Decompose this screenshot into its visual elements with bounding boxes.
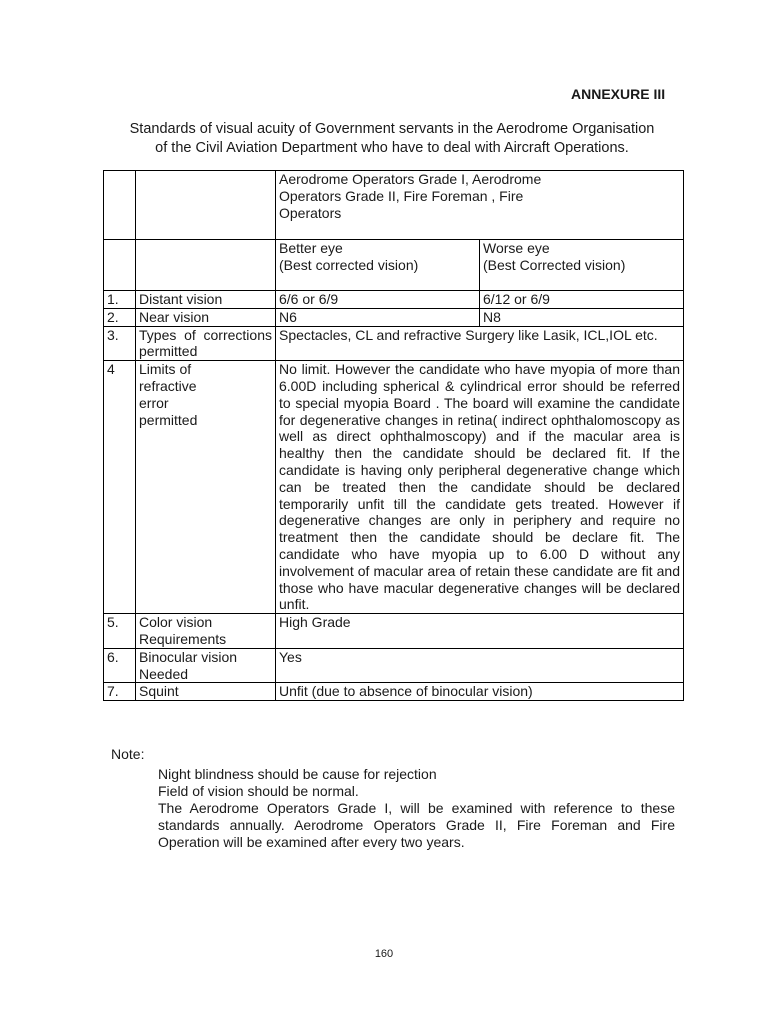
table-row — [104, 648, 684, 683]
row-item-text-2: permitted — [139, 411, 198, 428]
table-row — [104, 683, 684, 701]
row-number: 3. — [104, 326, 136, 361]
note-line: Night blindness should be cause for rejection — [158, 766, 437, 782]
note-line: The Aerodrome Operators Grade I, will be examined with reference to these standards annually. Aerodrome Operators Grade II, Fire Foreman and Fire Operation will be examined after every two years. — [158, 800, 675, 850]
row-worse: N8 — [480, 308, 684, 326]
row-item: Binocular vision Needed — [136, 648, 276, 683]
row-value: Unfit (due to absence of binocular vision) — [276, 683, 684, 701]
note-line: Field of vision should be normal. — [158, 783, 359, 799]
better-eye-sub: (Best corrected vision) — [279, 256, 419, 273]
worse-eye-sub: (Best Corrected vision) — [483, 256, 626, 273]
row-better: 6/6 or 6/9 — [276, 291, 480, 309]
row-item: Near vision — [136, 308, 276, 326]
row-value: Spectacles, CL and refractive Surgery like Lasik, ICL,IOL etc. — [276, 326, 684, 361]
row-value: Yes — [276, 648, 684, 683]
row-value: High Grade — [276, 614, 684, 649]
title-line-2: of the Civil Aviation Department who have to deal with Aircraft Operations. — [155, 140, 629, 156]
table-header-row — [104, 171, 684, 240]
table-row — [104, 614, 684, 649]
row-item: Color vision Requirements — [136, 614, 276, 649]
row-number: 2. — [104, 308, 136, 326]
eye-header-row — [104, 240, 684, 291]
document-title — [100, 120, 684, 158]
table-row — [104, 361, 684, 614]
table-cell — [136, 171, 276, 240]
row-value: No limit. However the candidate who have myopia of more than 6.00D including spherical & cylindrical error should be referred to special myopia Board . The board will examine the candidate for degenerative changes in retina( indirect ophthalomoscopy as well as direct ophthalmoscopy) and if the macular area is healthy then the candidate should be declared fit. If the candidate is having only peripheral degenerative change which can be treated then the candidate should be declared temporarily unfit till the candidate gets treated. However if degenerative changes are only in periphery and require no treatment then the candidate should be declare fit. The candidate who have myopia up to 6.00 D without any involvement of macular area of retain these candidate are fit and those who have macular degenerative changes will be declared unfit. — [276, 361, 684, 614]
row-number: 7. — [104, 683, 136, 701]
row-better: N6 — [276, 308, 480, 326]
annexure-heading: ANNEXURE III — [571, 86, 666, 102]
visual-acuity-table — [103, 170, 684, 701]
note-body — [158, 766, 675, 851]
row-number: 1. — [104, 291, 136, 309]
row-item: Types of corrections permitted — [136, 326, 276, 361]
title-line-1: Standards of visual acuity of Government servants in the Aerodrome Organisation — [129, 121, 655, 137]
worse-eye-label: Worse eye — [483, 240, 550, 256]
table-cell — [104, 240, 136, 291]
row-item — [136, 361, 276, 614]
page-number: 160 — [374, 948, 394, 960]
group-header: Aerodrome Operators Grade I, Aerodrome Operators Grade II, Fire Foreman , Fire Operators — [276, 171, 684, 240]
row-number: 4 — [104, 361, 136, 614]
row-worse: 6/12 or 6/9 — [480, 291, 684, 309]
table-row — [104, 308, 684, 326]
note-label: Note: — [111, 746, 145, 762]
table-row — [104, 326, 684, 361]
better-eye-label: Better eye — [279, 240, 343, 256]
table-cell — [104, 171, 136, 240]
row-number: 5. — [104, 614, 136, 649]
row-item-text: Limits of refractive error — [139, 361, 197, 411]
worse-eye-header — [480, 240, 684, 291]
row-number: 6. — [104, 648, 136, 683]
table-cell — [136, 240, 276, 291]
row-item: Distant vision — [136, 291, 276, 309]
row-item: Squint — [136, 683, 276, 701]
table-row — [104, 291, 684, 309]
better-eye-header — [276, 240, 480, 291]
